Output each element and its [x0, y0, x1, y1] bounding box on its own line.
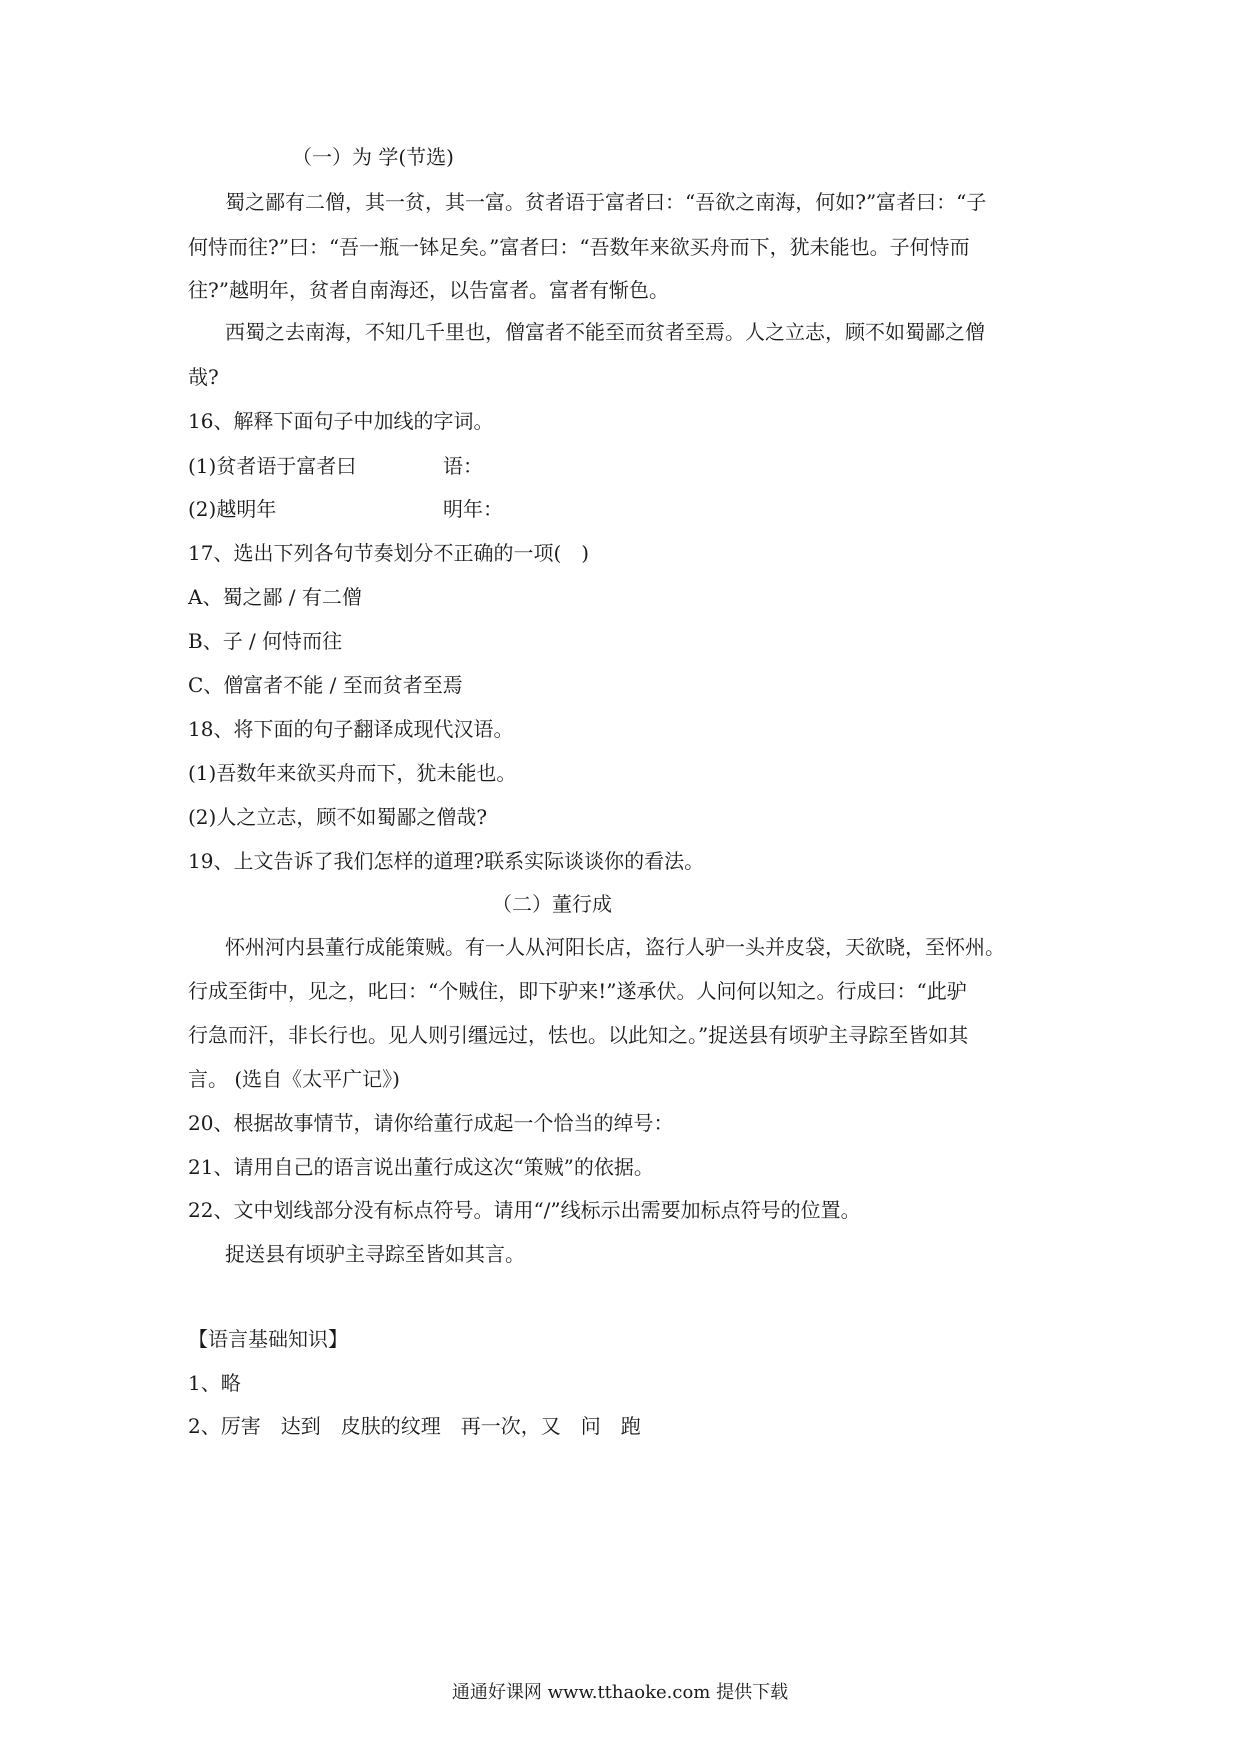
section1-paragraph1-line1: 蜀之鄙有二僧，其一贫，其一富。贫者语于富者曰：“吾欲之南海，何如?”富者曰：“子 [225, 190, 987, 214]
section2-paragraph-line1: 怀州河内县董行成能策贼。有一人从河阳长店，盗行人驴一头并皮袋，天欲晓，至怀州。 [225, 935, 1005, 959]
question-18-item-1: (1)吾数年来欲买舟而下，犹未能也。 [188, 761, 517, 785]
section1-paragraph1-line3: 往?”越明年，贫者自南海还，以告富者。富者有惭色。 [188, 278, 669, 302]
section1-paragraph1-line2: 何恃而往?”曰：“吾一瓶一钵足矣。”富者曰：“吾数年来欲买舟而下，犹未能也。子何恃而 [188, 235, 970, 259]
section1-title: （一）为 学(节选) [292, 145, 454, 169]
question-18: 18、将下面的句子翻译成现代汉语。 [188, 717, 514, 741]
footer-source: 通通好课网 www.tthaoke.com 提供下载 [451, 1682, 789, 1703]
question-16-item-2 [188, 495, 1068, 523]
section2-title: （二）董行成 [492, 892, 612, 916]
question-17: 17、选出下列各句节奏划分不正确的一项( ) [188, 541, 590, 565]
answer-1: 1、略 [188, 1371, 241, 1395]
question-20: 20、根据故事情节，请你给董行成起一个恰当的绰号： [188, 1111, 674, 1135]
answer-2: 2、厉害 达到 皮肤的纹理 再一次，又 问 跑 [188, 1414, 641, 1438]
question-17-option-b: B、子 / 何恃而往 [188, 629, 343, 653]
question-16: 16、解释下面句子中加线的字词。 [188, 409, 494, 433]
question-21: 21、请用自己的语言说出董行成这次“策贼”的依据。 [188, 1155, 654, 1179]
section1-paragraph2-line1: 西蜀之去南海，不知几千里也，僧富者不能至而贫者至焉。人之立志，顾不如蜀鄙之僧 [225, 320, 985, 344]
section2-paragraph-line4: 言。 (选自《太平广记》) [188, 1067, 400, 1091]
question-17-option-a: A、蜀之鄙 / 有二僧 [188, 585, 362, 609]
question-22-sentence: 捉送县有顷驴主寻踪至皆如其言。 [225, 1242, 525, 1266]
question-17-option-c: C、僧富者不能 / 至而贫者至焉 [188, 673, 463, 697]
question-18-item-2: (2)人之立志，顾不如蜀鄙之僧哉? [188, 805, 488, 829]
question-19: 19、上文告诉了我们怎样的道理?联系实际谈谈你的看法。 [188, 849, 705, 873]
question-16-item-1-text: (1)贫者语于富者曰 [188, 454, 357, 478]
question-16-item-2-text: (2)越明年 [188, 497, 277, 521]
section2-paragraph-line2: 行成至街中，见之，叱曰：“个贼住，即下驴来!”遂承伏。人问何以知之。行成曰：“此驴 [188, 979, 967, 1003]
section2-paragraph-line3: 行急而汗，非长行也。见人则引缰远过，怯也。以此知之。”捉送县有顷驴主寻踪至皆如其 [188, 1023, 969, 1047]
question-22: 22、文中划线部分没有标点符号。请用“/”线标示出需要加标点符号的位置。 [188, 1198, 861, 1222]
question-16-item-1-label: 语： [443, 454, 483, 478]
question-16-item-1 [188, 452, 1068, 480]
question-16-item-2-label: 明年： [443, 497, 503, 521]
answers-heading: 【语言基础知识】 [188, 1327, 348, 1351]
section1-paragraph2-line2: 哉? [188, 365, 219, 389]
